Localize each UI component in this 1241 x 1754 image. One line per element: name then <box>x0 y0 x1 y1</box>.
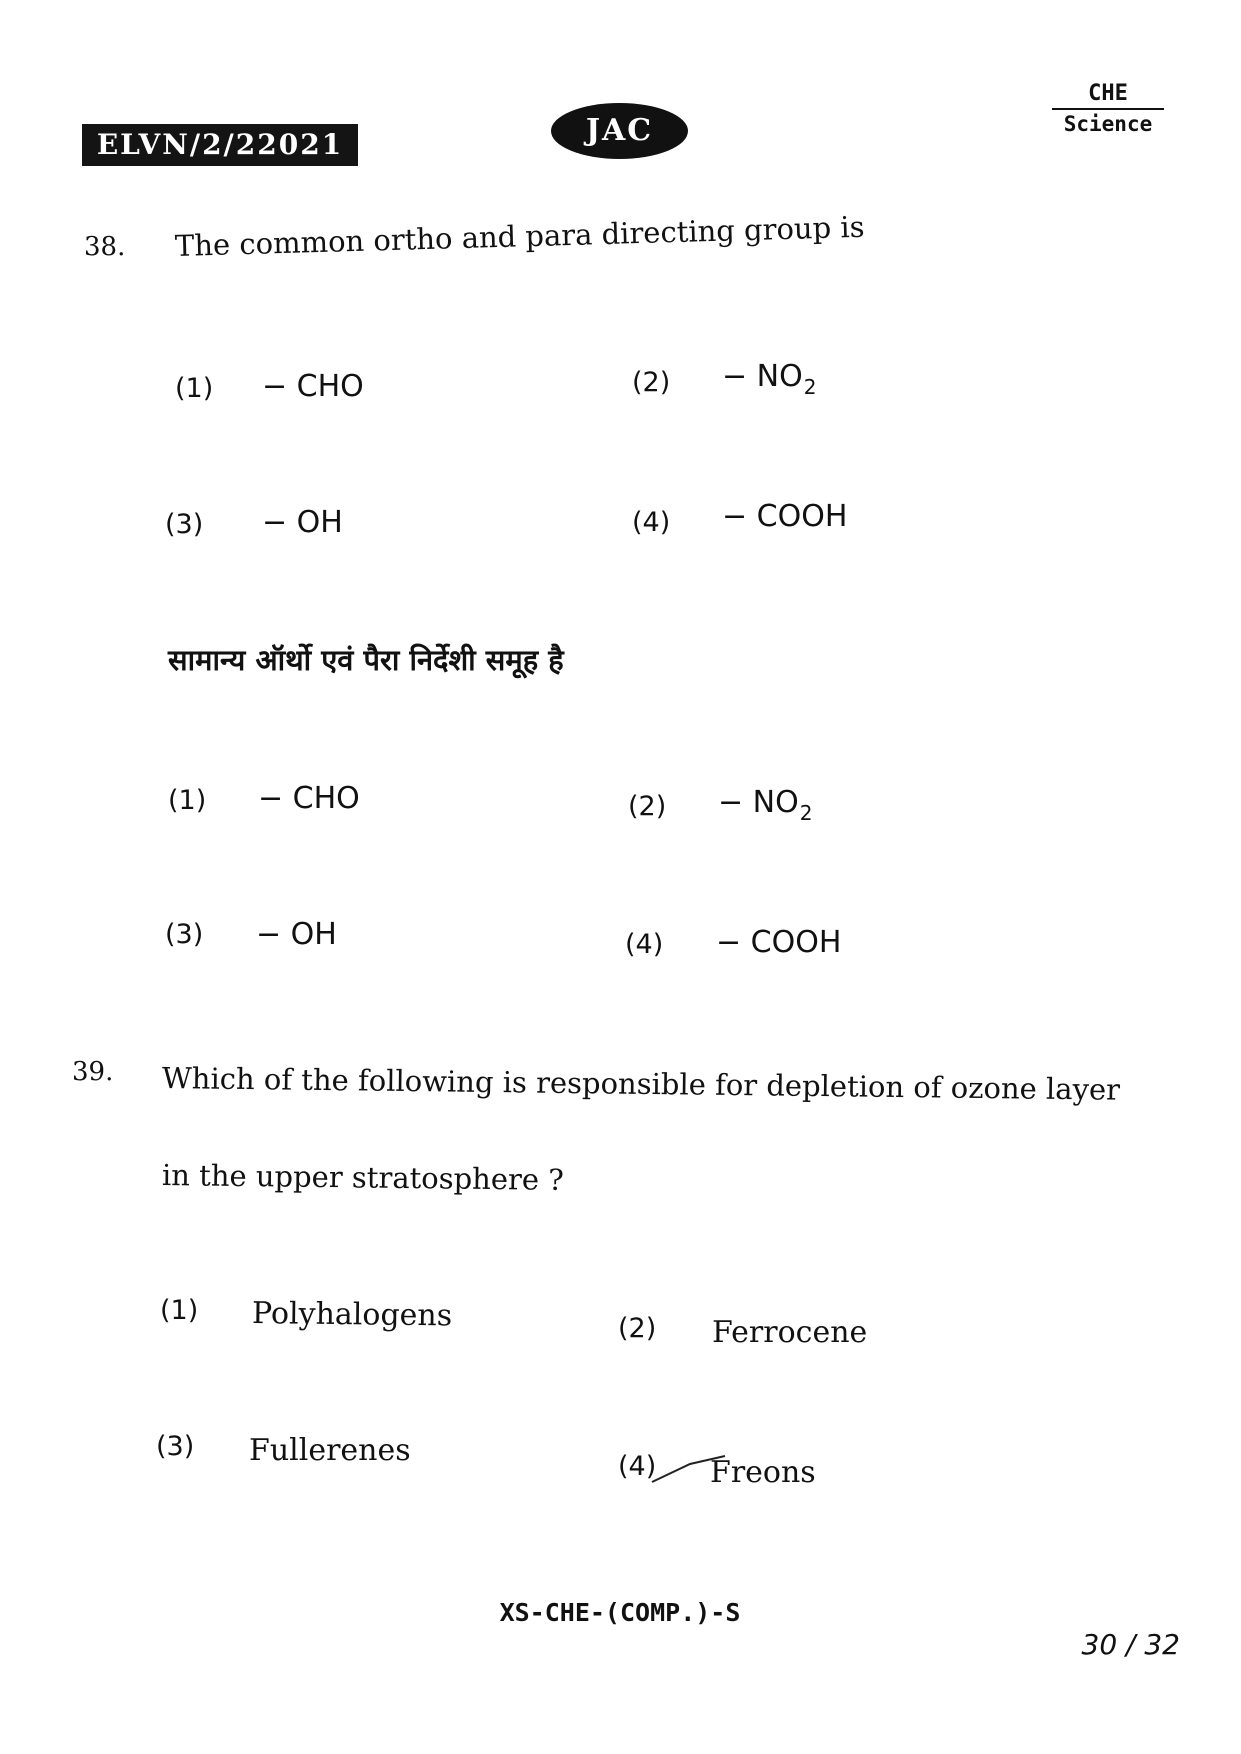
board-logo-text: JAC <box>585 113 654 148</box>
q38-option-4-number: (4) <box>632 507 671 538</box>
q38-hindi-option-2-subscript: 2 <box>799 801 813 825</box>
q38-option-2-text <box>722 359 817 399</box>
q39-option-2-number: (2) <box>618 1313 657 1344</box>
q38-option-1-text: − CHO <box>262 369 364 404</box>
q39-option-3-text: Fullerenes <box>249 1433 411 1468</box>
paper-code-box <box>82 124 358 166</box>
q38-option-2-number: (2) <box>632 367 671 398</box>
q38-hindi-option-1-text: − CHO <box>258 781 360 816</box>
question-38-text: The common ortho and para directing group is <box>174 209 865 263</box>
subject-divider <box>1052 108 1164 110</box>
q38-option-2-formula: − NO <box>722 359 803 394</box>
handwritten-check-mark <box>650 1454 760 1494</box>
q38-hindi-option-1-number: (1) <box>168 785 207 816</box>
q39-option-1-text: Polyhalogens <box>251 1296 453 1334</box>
board-logo <box>551 103 688 159</box>
footer-paper-code: XS-CHE-(COMP.)-S <box>499 1598 741 1627</box>
subject-stream: Science <box>1063 112 1153 136</box>
page-number: 30 / 32 <box>1081 1628 1180 1661</box>
subject-label <box>1052 82 1164 136</box>
q38-hindi-option-3-text: − OH <box>256 917 337 952</box>
q38-hindi-option-4-text: − COOH <box>716 925 842 960</box>
question-39-text-line-2: in the upper stratosphere ? <box>161 1158 564 1197</box>
q38-hindi-option-2-formula: − NO <box>718 785 799 820</box>
q39-option-2-text: Ferrocene <box>712 1315 868 1350</box>
subject-code: CHE <box>1088 81 1128 106</box>
q38-hindi-option-2-number: (2) <box>628 791 667 822</box>
q38-option-2-subscript: 2 <box>803 375 817 399</box>
q38-hindi-option-3-number: (3) <box>165 919 204 950</box>
q39-option-4-number: (4) <box>618 1451 657 1482</box>
q39-option-1-number: (1) <box>160 1295 199 1326</box>
q39-option-3-number: (3) <box>156 1431 195 1462</box>
question-39-number: 39. <box>72 1057 114 1087</box>
q38-option-1-number: (1) <box>175 373 214 404</box>
q38-option-4-text: − COOH <box>722 499 848 534</box>
question-39-text-line-1: Which of the following is responsible for depletion of ozone layer <box>161 1061 1121 1107</box>
q38-option-3-number: (3) <box>165 509 204 540</box>
paper-code: ELVN/2/22021 <box>96 128 344 161</box>
q39-option-4-text: Freons <box>710 1455 816 1490</box>
question-38-hindi-text: सामान्य ऑर्थो एवं पैरा निर्देशी समूह है <box>168 643 564 677</box>
q38-hindi-option-4-number: (4) <box>625 929 664 960</box>
q38-hindi-option-2-text <box>718 785 813 825</box>
question-38-number: 38. <box>84 232 126 262</box>
q38-option-3-text: − OH <box>262 505 343 540</box>
